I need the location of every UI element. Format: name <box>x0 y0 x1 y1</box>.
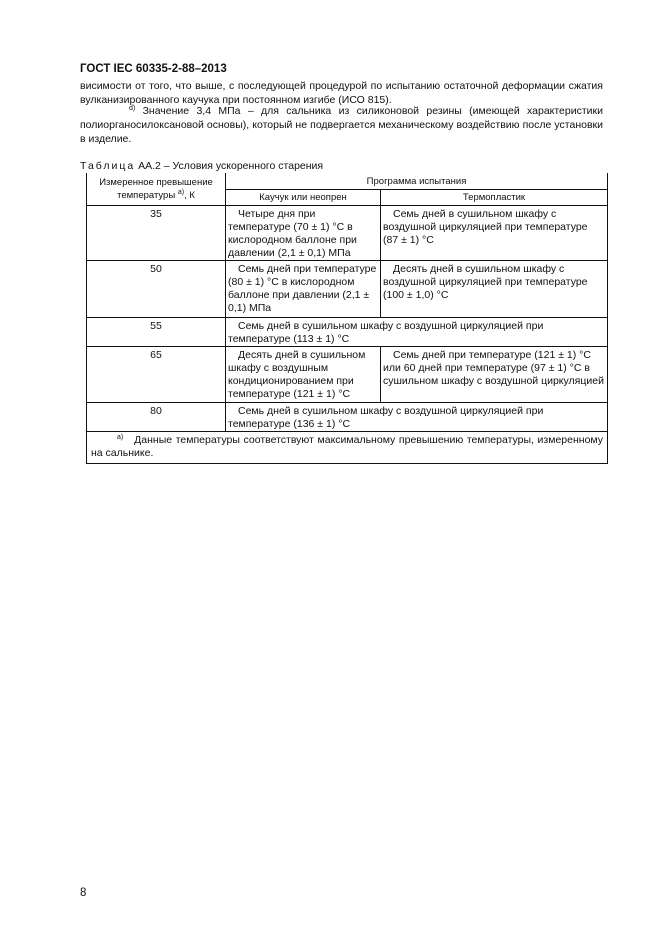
cell-temperature: 50 <box>87 261 226 318</box>
cell-thermoplastic: Десять дней в сушильном шкафу с воздушной циркуляцией при температуре (100 ± 1,0) °С <box>381 261 608 318</box>
table-row <box>87 403 608 432</box>
header-test-program: Программа испытания <box>226 173 608 190</box>
cell-temperature: 65 <box>87 347 226 403</box>
cell-thermoplastic: Семь дней при температуре (121 ± 1) °С или 60 дней при температуре (97 ± 1) °С в сушильном шкафу с воздушной циркуляцией <box>381 347 608 403</box>
header-rubber-neoprene: Каучук или неопрен <box>226 190 381 206</box>
cell-program-merged: Семь дней в сушильном шкафу с воздушной циркуляцией при температуре (113 ± 1) °С <box>226 318 608 347</box>
cell-program-merged: Семь дней в сушильном шкафу с воздушной циркуляцией при температуре (136 ± 1) °С <box>226 403 608 432</box>
cell-temperature: 55 <box>87 318 226 347</box>
aging-conditions-table <box>86 173 608 464</box>
footnote-paragraph-d <box>80 104 603 146</box>
footnote-mark-d: d) <box>129 105 136 112</box>
footnote-d-text: Значение 3,4 МПа – для сальника из силиконовой резины (имеющей характеристики полиорганосилоксановой основы), который не подвергается механическому воздействию после установки в изделие. <box>80 105 603 145</box>
cell-temperature: 35 <box>87 206 226 261</box>
table-caption-text: АА.2 – Условия ускоренного старения <box>138 160 324 172</box>
page-number: 8 <box>80 887 87 899</box>
cell-rubber: Четыре дня при температуре (70 ± 1) °С в кислородном баллоне при давлении (2,1 ± 0,1) МПа <box>226 206 381 261</box>
table-footnote-mark: a) <box>117 434 124 441</box>
document-header: ГОСТ IEC 60335-2-88–2013 <box>80 63 227 75</box>
table-caption-prefix: Таблица <box>80 160 136 172</box>
table-footnote-row <box>87 432 608 464</box>
cell-rubber: Десять дней в сушильном шкафу с воздушным кондиционированием при температуре (121 ± 1) °С <box>226 347 381 403</box>
header-temperature-rise: Измеренное превышение температуры $^{a)}$, К <box>87 173 226 206</box>
table-caption <box>80 160 323 172</box>
table-footnote-text: Данные температуры соответствуют максимальному превышению температуры, измеренному на сальнике. <box>91 434 604 459</box>
paragraph-continuation: висимости от того, что выше, с последующей процедурой по испытанию остаточной деформации сжатия вулканизированного каучука при постоянном изгибе (ИСО 815). <box>80 80 603 106</box>
table-row <box>87 318 608 347</box>
table-row <box>87 206 608 261</box>
table-footnote <box>87 432 608 464</box>
header-thermoplastic: Термопластик <box>381 190 608 206</box>
table-row <box>87 261 608 318</box>
cell-temperature: 80 <box>87 403 226 432</box>
cell-thermoplastic: Семь дней в сушильном шкафу с воздушной циркуляцией при температуре (87 ± 1) °С <box>381 206 608 261</box>
cell-rubber: Семь дней при температуре (80 ± 1) °С в кислородном баллоне при давлении (2,1 ± 0,1) МПа <box>226 261 381 318</box>
table-row <box>87 347 608 403</box>
